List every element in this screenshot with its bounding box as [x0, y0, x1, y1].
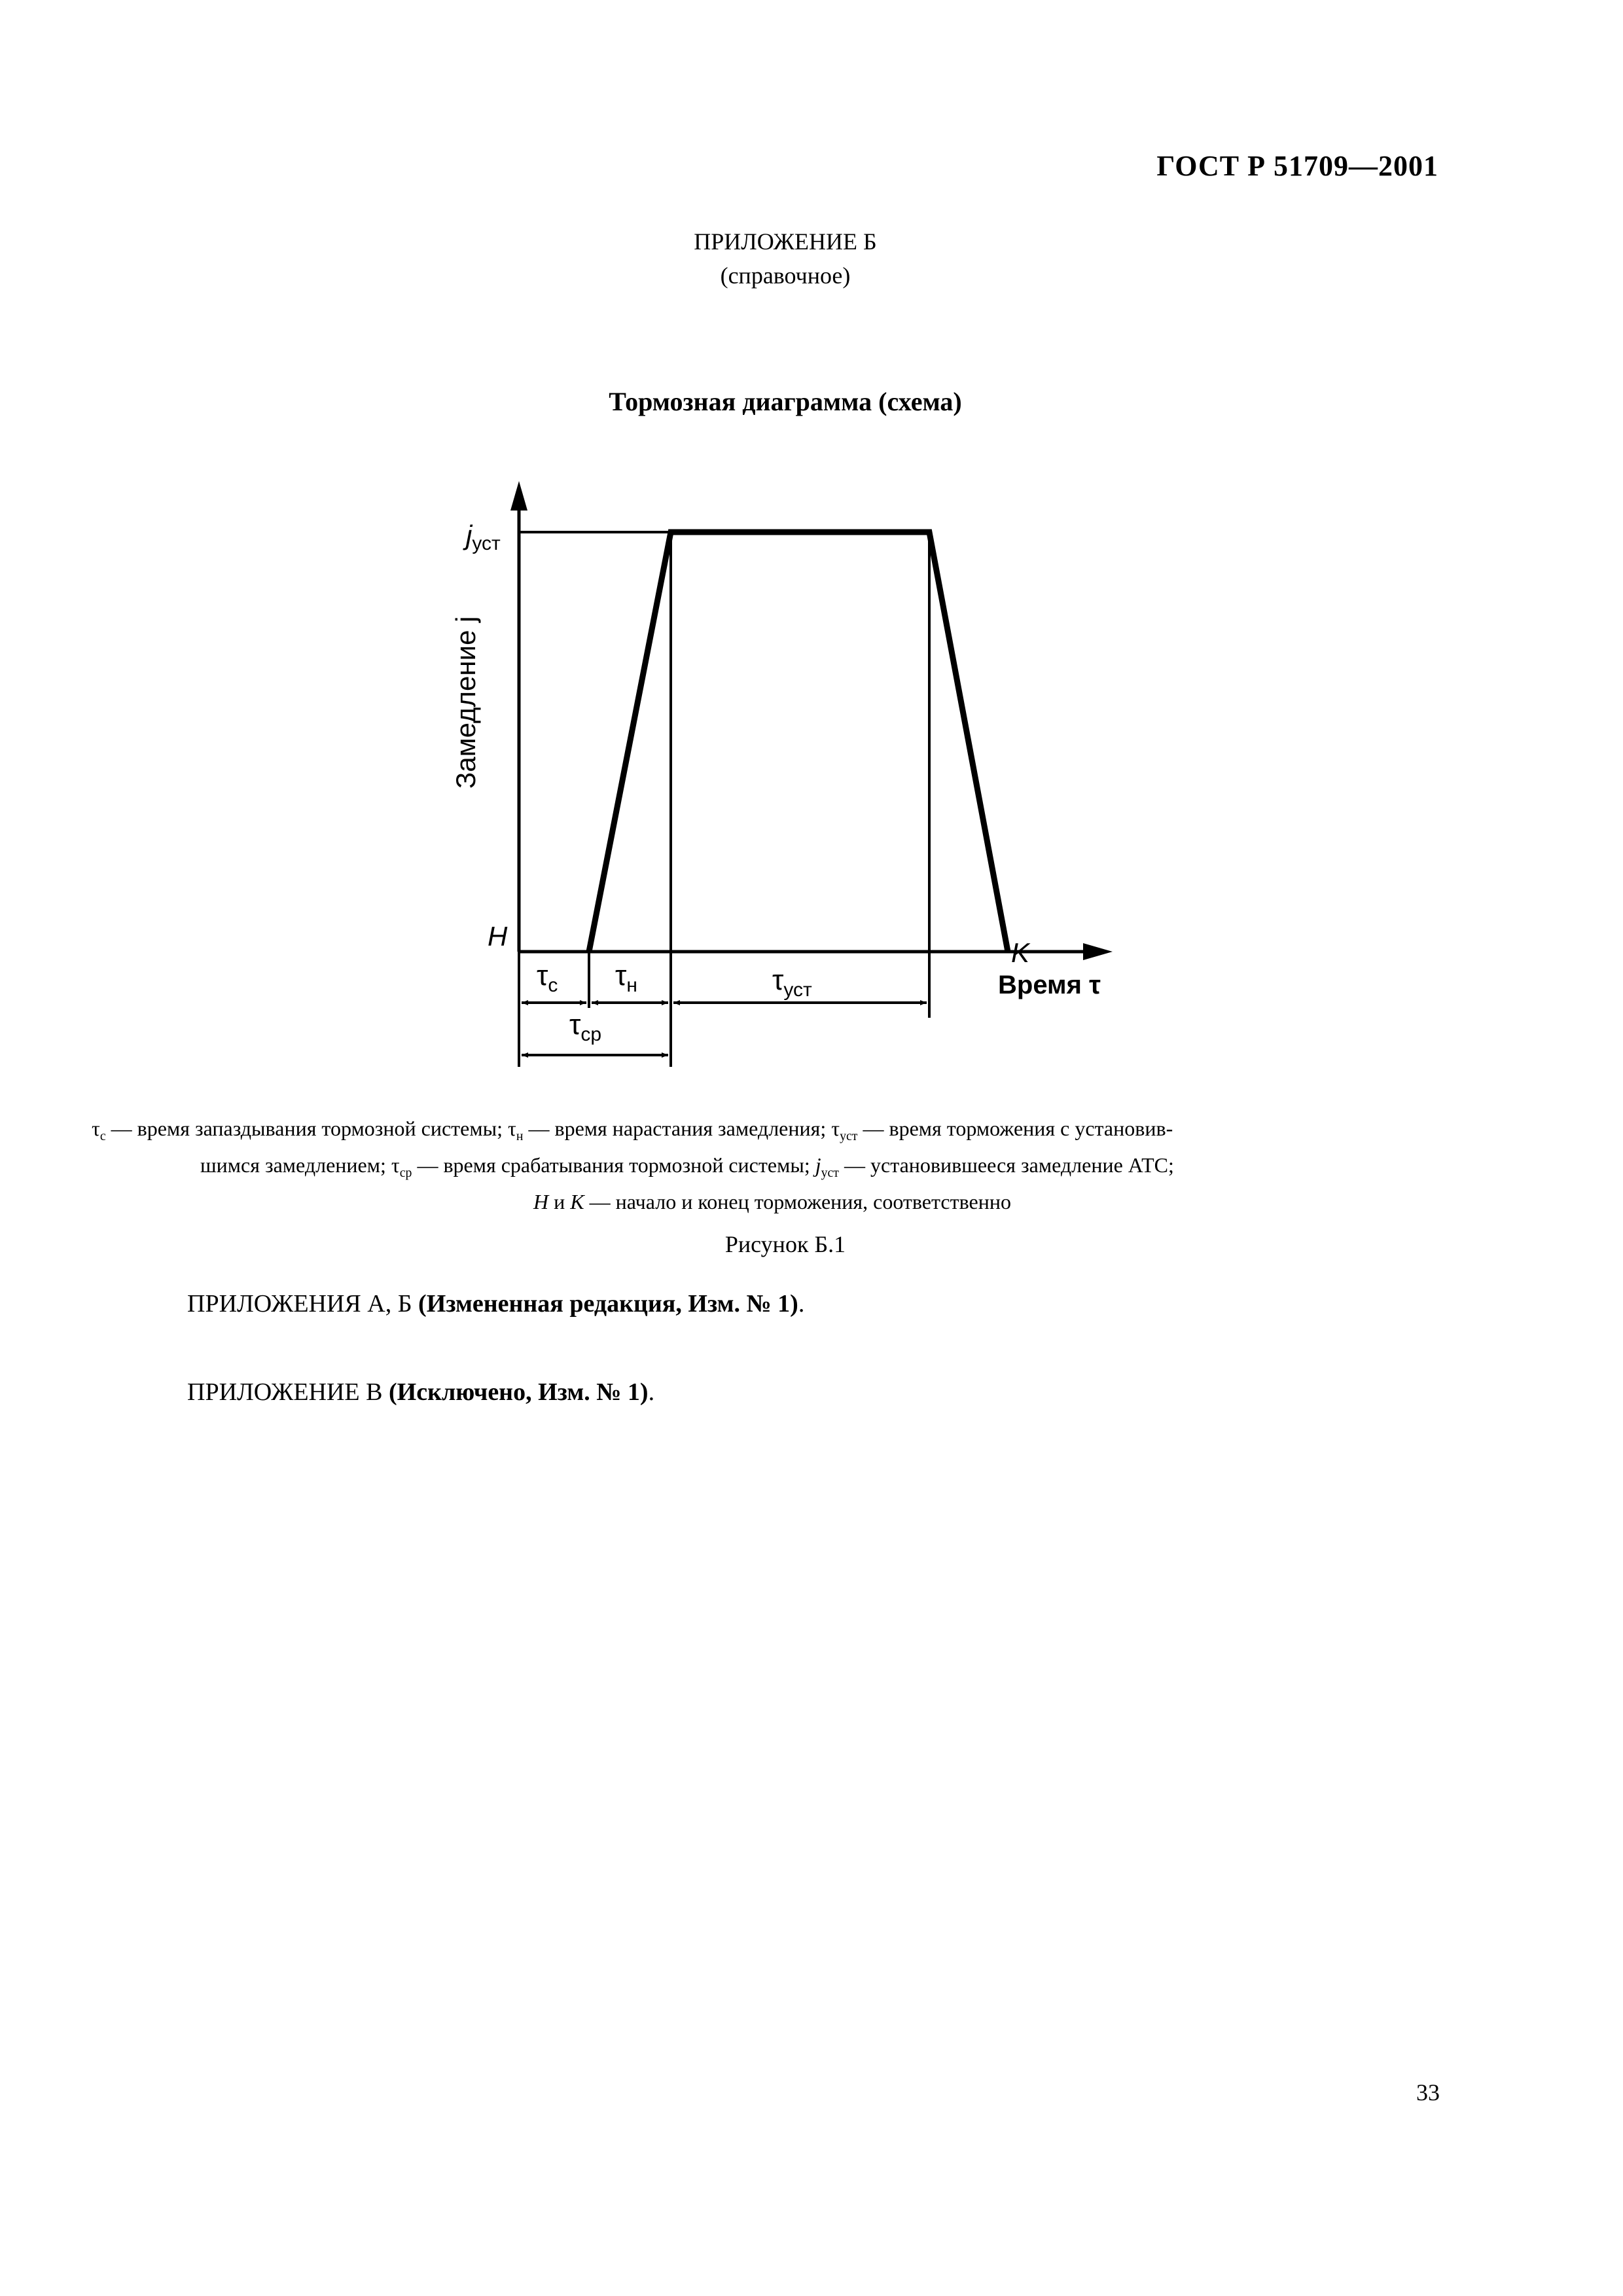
page-number: 33	[1416, 2079, 1440, 2106]
legend-line-3: H и K — начало и конец торможения, соответственно	[533, 1189, 1011, 1213]
figure-title: Тормозная диаграмма (схема)	[609, 387, 962, 416]
y-level-label: jуст	[466, 520, 501, 554]
appendix-title: ПРИЛОЖЕНИЕ Б	[694, 228, 877, 255]
tau-n-label: $\tau_н$	[615, 960, 637, 996]
amendment-note-appendix-a-b: ПРИЛОЖЕНИЯ А, Б (Измененная редакция, Изм. № 1).	[187, 1290, 805, 1318]
tau-ust-label: $\tau_{уст}$	[772, 964, 812, 1001]
start-label: H	[488, 921, 508, 952]
y-axis-label: Замедление j	[450, 616, 481, 789]
x-axis-label: Время τ	[998, 971, 1101, 999]
deceleration-curve	[589, 532, 1008, 952]
appendix-subtitle: (справочное)	[720, 262, 851, 289]
y-axis	[510, 481, 527, 952]
legend-line-2: шимся замедлением; $\tau_{ср}$ — время срабатывания тормозной системы; $j_{уст}$ — установившееся замедление АТС;	[200, 1153, 1174, 1180]
figure-caption: Рисунок Б.1	[724, 1231, 846, 1257]
legend-line-1: $\tau_с$ — время запаздывания тормозной системы; $\tau_н$ — время нарастания замедления; $\tau_{уст}$ — время торможения с установив-	[92, 1117, 1173, 1143]
amendment-note-appendix-v: ПРИЛОЖЕНИЕ В (Исключено, Изм. № 1).	[187, 1378, 655, 1406]
tau-c-label: $\tau_с$	[537, 960, 558, 996]
end-label: K	[1011, 937, 1030, 968]
standard-number: ГОСТ Р 51709—2001	[1156, 150, 1438, 182]
tau-sr-label: $\tau_{ср}$	[569, 1009, 602, 1045]
figure-legend	[92, 1114, 1453, 1216]
